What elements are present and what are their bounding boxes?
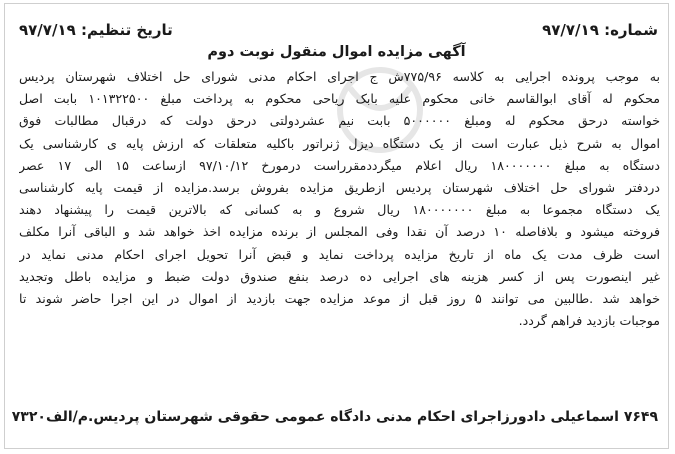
- issue-date: تاریخ تنظیم: ۹۷/۷/۱۹: [19, 21, 173, 39]
- signature-footer: ۷۶۴۹ اسماعیلی دادورزاجرای احکام مدنی دادگاه عمومی حقوقی شهرستان پردیس.م/الف۷۳۲۰: [11, 409, 658, 425]
- body-line: یک دستگاه مجموعا به مبلغ ۱۸۰۰۰۰۰۰۰ ریال شروع و به کسانی که بالاترین قیمت را پیشنهاد دهند: [19, 202, 660, 218]
- notice-number: شماره: ۹۷/۷/۱۹: [542, 21, 658, 39]
- body-line: خواسته درحق محکوم له ومبلغ ۵۰۰۰۰۰۰ بابت نیم عشردولتی درحق دولت که درقبال مطالبات فوق: [19, 113, 660, 129]
- body-line: موجبات بازدید فراهم گردد.: [518, 313, 660, 329]
- body-line: غیر اینصورت پس از کسر هزینه های اجرایی ده درصد بنفع صندوق دولت ضبط و مزایده باطل وتجدید: [19, 268, 660, 284]
- body-line: به موجب پرونده اجرایی به کلاسه ۷۷۵/۹۶ش ج اجرای احکام مدنی شورای حل اختلاف شهرستان پردیس: [19, 69, 660, 84]
- notice-body: [19, 66, 660, 332]
- body-line: دردفتر شورای حل اختلاف شهرستان پردیس ازطریق مزایده بفروش برسد.مزایده از قیمت پایه کارشناسی: [19, 179, 660, 195]
- body-line: فروخته میشود و بلافاصله ۱۰ درصد آن نقدا وفی المجلس از برنده مزایده اخذ خواهد شد و الباقی آنرا مکلف: [19, 224, 660, 240]
- body-line: محکوم له آقای ابوالقاسم خانی محکوم علیه بابک ریاحی محکوم به پرداخت مبلغ ۱۰۱۳۲۲۵۰۰ بابت اصل: [19, 91, 660, 107]
- body-line: دستگاه به مبلغ ۱۸۰۰۰۰۰۰۰ ریال اعلام میگرددمقرراست درمورخ ۹۷/۱۰/۱۲ ازساعت ۱۵ الی ۱۷ عصر: [19, 157, 660, 173]
- notice-page: [4, 3, 669, 449]
- body-line: است ظرف مدت یک ماه از تاریخ مزایده پرداخت نماید و قبض آنرا تحویل اجرای احکام مدنی نماید در: [19, 246, 660, 262]
- header-row: [19, 18, 658, 42]
- body-line: اموال به شرح ذیل عبارت است از یک دستگاه دیزل ژنراتور باکلیه متعلقات که ارزش پایه ی کارشناسی یک: [19, 135, 660, 151]
- body-line: خواهد شد .طالبین می توانند ۵ روز قبل از موعد مزایده جهت بازدید از اموال در این اجرا حاضر شوند تا: [19, 290, 660, 306]
- notice-title: آگهی مزایده اموال منقول نوبت دوم: [207, 44, 466, 60]
